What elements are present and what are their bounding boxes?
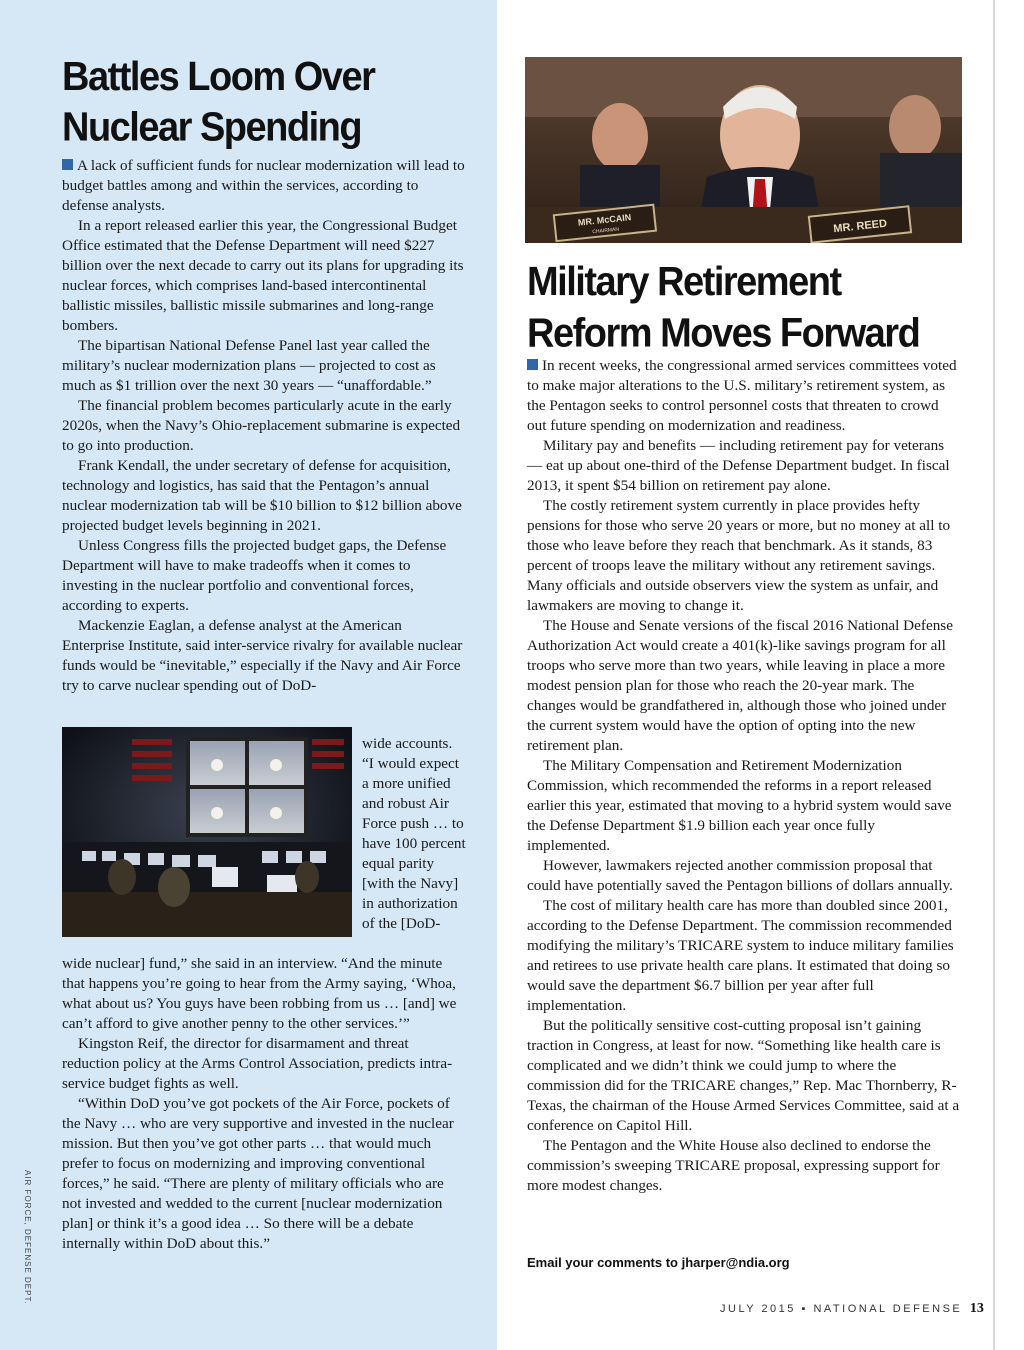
right-paragraph: But the politically sensitive cost-cutting proposal isn’t gaining traction in Congress, at least for now. “Something like health care is complicated and we didn’t think we could jump to where the commission did for the TRICARE changes,” Rep. Mac Thornberry, R-Texas, the chairman of the House Armed Services Committee, said at a conference on Capitol Hill. <box>527 1017 960 1134</box>
photo-credit: AIR FORCE, DEFENSE DEPT. <box>23 1170 32 1305</box>
footer-publication: NATIONAL DEFENSE <box>813 1303 963 1315</box>
left-wrap-paragraph: wide accounts. “I would expect a more unified and robust Air Force push … to have 100 percent equal parity [with the Navy] in authorization of the [DoD- <box>362 735 466 932</box>
left-headline-line-2: Nuclear Spending <box>62 104 362 151</box>
left-paragraph: “Within DoD you’ve got pockets of the Air Force, pockets of the Navy … who are very supportive and invested in the nuclear mission. But then you’ve got other parts … that would much prefer to focus on modernizing and improving conventional forces,” he said. “There are plenty of military officials who are not invested and wedded to the current [nuclear modernization plan] or think it’s a good idea … So there will be a debate internally within DoD about this.” <box>62 1095 454 1252</box>
left-article-body <box>62 156 466 696</box>
section-bullet-icon <box>527 359 538 370</box>
right-paragraph: The House and Senate versions of the fiscal 2016 National Defense Authorization Act would create a 401(k)-like savings program for all troops who serve more than two years, while leaving in place a more modest pension plan for those who reach the 20-year mark. The changes would be grandfathered in, although those who joined under the current system would have the option of opting into the new retirement plan. <box>527 617 953 754</box>
section-bullet-icon <box>62 159 73 170</box>
right-headline-line-2: Reform Moves Forward <box>527 311 920 357</box>
left-article-headline <box>62 52 482 154</box>
left-paragraph: Unless Congress fills the projected budget gaps, the Defense Department will have to make tradeoffs when it comes to investing in the nuclear portfolio and conventional forces, according to experts. <box>62 537 447 614</box>
left-paragraph: The financial problem becomes particularly acute in the early 2020s, when the Navy’s Ohio-replacement submarine is expected to go into production. <box>62 397 461 454</box>
left-headline-line-1: Battles Loom Over <box>62 54 375 100</box>
right-paragraph: However, lawmakers rejected another commission proposal that could have potentially saved the Pentagon billions of dollars annually. <box>527 857 953 894</box>
right-headline-line-1: Military Retirement <box>527 259 841 305</box>
right-paragraph: The cost of military health care has more than doubled since 2001, according to the Defense Department. The commission recommended modifying the military’s TRICARE system to induce military families and retirees to use private health care plans. It estimated that doing so would save the department $6.7 billion per year after full implementation. <box>527 897 954 1014</box>
right-paragraph: In recent weeks, the congressional armed services committees voted to make major alterations to the U.S. military’s retirement system, as the Pentagon seeks to control personnel costs that threaten to crowd out future spending on modernization and readiness. <box>527 357 957 434</box>
right-paragraph: The Military Compensation and Retirement Modernization Commission, which recommended the reforms in a report released earlier this year, estimated that moving to a hybrid system would save the Defense Department $1.9 billion each year once fully implemented. <box>527 757 952 854</box>
left-paragraph: wide nuclear] fund,” she said in an interview. “And the minute that happens you’re going to hear from the Army saying, ‘Whoa, what about us? You guys have been robbing from us … [and] we can’t afford to give another penny to the other services.’” <box>62 955 457 1032</box>
right-paragraph: Military pay and benefits — including retirement pay for veterans — eat up about one-third of the Defense Department budget. In fiscal 2013, it spent $54 billion on retirement pay alone. <box>527 437 950 494</box>
right-article-headline <box>527 256 967 360</box>
left-paragraph: A lack of sufficient funds for nuclear modernization will lead to budget battles among and within the services, according to defense analysts. <box>62 157 465 214</box>
footer-separator: ▪ <box>801 1303 808 1315</box>
left-article-wrap-text <box>362 734 466 934</box>
right-paragraph: The Pentagon and the White House also declined to endorse the commission’s sweeping TRICARE proposal, expressing support for more modest changes. <box>527 1137 940 1194</box>
hearing-illustration <box>525 57 962 243</box>
nameplate-mccain-title: CHAIRMAN <box>592 226 620 236</box>
right-article-body <box>527 356 961 1196</box>
nameplate-reed: MR. REED <box>832 217 888 236</box>
right-paragraph: The costly retirement system currently in place provides hefty pensions for those who serve 20 years or more, but no money at all to those who leave before they reach that benchmark. As it stands, 83 percent of troops leave the military without any retirement savings. Many officials and outside observers view the system as unfair, and lawmakers are moving to change it. <box>527 497 951 614</box>
email-comments-link[interactable]: Email your comments to jharper@ndia.org <box>527 1255 790 1270</box>
left-paragraph: The bipartisan National Defense Panel last year called the military’s nuclear modernization plans — projected to cost as much as $1 trillion over the next 30 years — “unaffordable.” <box>62 337 436 394</box>
left-paragraph: Frank Kendall, the under secretary of defense for acquisition, technology and logistics, has said that the Pentagon’s annual nuclear modernization tab will be $10 billion to $12 billion above projected budget levels beginning in 2021. <box>62 457 462 534</box>
left-article-body-continued <box>62 954 466 1254</box>
page-number: 13 <box>969 1301 984 1316</box>
left-paragraph: Kingston Reif, the director for disarmament and threat reduction policy at the Arms Control Association, predicts intra-service budget fights as well. <box>62 1035 453 1092</box>
control-room-illustration <box>62 727 352 937</box>
page-footer <box>720 1301 984 1317</box>
nameplate-mccain: MR. McCAIN <box>577 212 632 228</box>
footer-issue-date: JULY 2015 <box>720 1303 796 1315</box>
page-edge-rule <box>993 0 995 1350</box>
senate-hearing-photo <box>525 57 962 243</box>
left-paragraph: Mackenzie Eaglan, a defense analyst at the American Enterprise Institute, said inter-service rivalry for available nuclear funds would be “inevitable,” especially if the Navy and Air Force try to carve nuclear spending out of DoD- <box>62 617 463 694</box>
missile-control-room-photo <box>62 727 352 937</box>
left-paragraph: In a report released earlier this year, the Congressional Budget Office estimated that the Defense Department will need $227 billion over the next decade to carry out its plans for upgrading its nuclear forces, which comprises land-based intercontinental ballistic missiles, ballistic missile submarines and long-range bombers. <box>62 217 464 334</box>
